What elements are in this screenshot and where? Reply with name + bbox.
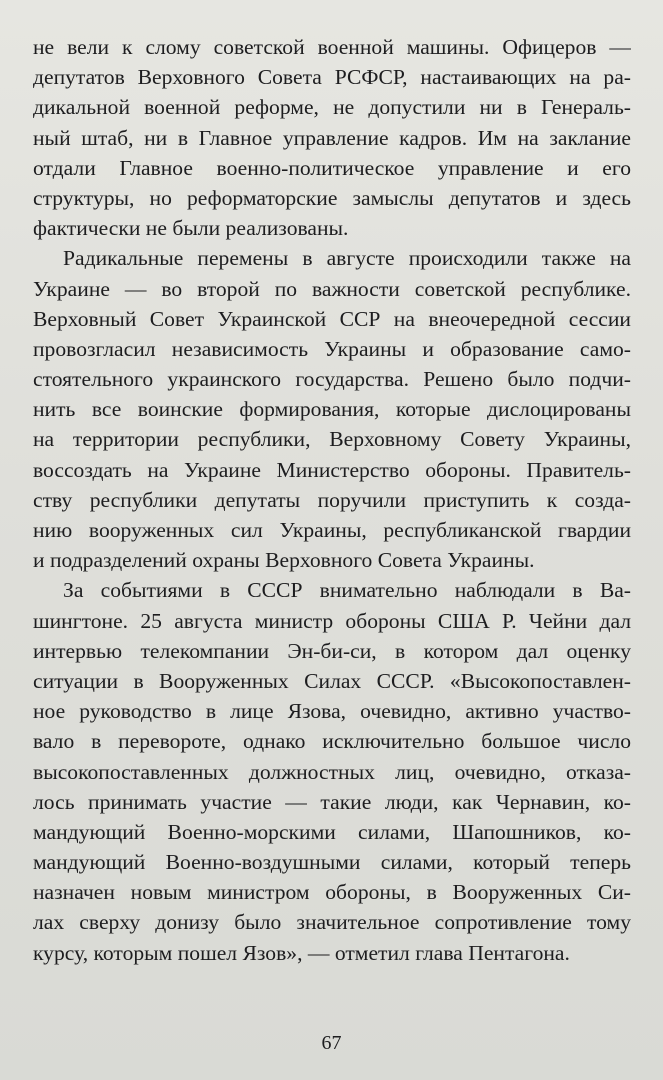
paragraph: [33, 575, 631, 967]
text-line: ситуации в Вооруженных Силах СССР. «Высокопоставлен-: [33, 668, 631, 693]
text-line: шингтоне. 25 августа министр обороны США Р. Чейни дал: [33, 608, 631, 633]
text-line: ное руководство в лице Язова, очевидно, активно участво-: [33, 699, 631, 724]
text-line: За событиями в СССР внимательно наблюдали в Ва-: [63, 578, 631, 603]
text-line: ный штаб, ни в Главное управление кадров. Им на заклание: [33, 125, 631, 150]
text-line: высокопоставленных должностных лиц, очевидно, отказа-: [33, 759, 631, 784]
text-line: дикальной военной реформе, не допустили ни в Генераль-: [33, 95, 631, 120]
text-line: стоятельного украинского государства. Решено было подчи-: [33, 367, 631, 392]
text-line: нить все воинские формирования, которые дислоцированы: [33, 397, 631, 422]
page-number: 67: [321, 1032, 342, 1054]
text-line: интервью телекомпании Эн-би-си, в котором дал оценку: [33, 638, 631, 663]
text-line: отдали Главное военно-политическое управление и его: [33, 155, 631, 180]
text-line: воссоздать на Украине Министерство обороны. Правитель-: [33, 457, 631, 482]
text-line: мандующий Военно-морскими силами, Шапошников, ко-: [33, 819, 631, 844]
text-line: Верховный Совет Украинской ССР на внеочередной сессии: [33, 306, 631, 331]
text-line: лах сверху донизу было значительное сопротивление тому: [33, 910, 631, 935]
paragraph: [33, 243, 631, 575]
text-line: назначен новым министром обороны, в Вооруженных Си-: [33, 880, 631, 905]
text-line: фактически не были реализованы.: [33, 216, 349, 241]
text-line: и подразделений охраны Верховного Совета Украины.: [33, 548, 535, 573]
text-line: депутатов Верховного Совета РСФСР, настаивающих на ра-: [33, 65, 631, 90]
text-line: лось принимать участие — такие люди, как Чернавин, ко-: [33, 789, 631, 814]
text-line: ству республики депутаты поручили приступить к созда-: [33, 487, 631, 512]
paragraph: [33, 32, 631, 243]
page-body-text: [33, 32, 631, 968]
text-line: структуры, но реформаторские замыслы депутатов и здесь: [33, 185, 631, 210]
text-line: на территории республики, Верховному Совету Украины,: [33, 427, 631, 452]
text-line: Радикальные перемены в августе происходили также на: [63, 246, 631, 271]
text-line: мандующий Военно-воздушными силами, который теперь: [33, 850, 631, 875]
text-line: не вели к слому советской военной машины. Офицеров —: [33, 35, 631, 59]
text-line: Украине — во второй по важности советской республике.: [33, 276, 631, 301]
text-line: вало в перевороте, однако исключительно большое число: [33, 729, 631, 754]
text-line: нию вооруженных сил Украины, республиканской гвардии: [33, 518, 631, 542]
text-line: провозгласил независимость Украины и образование само-: [33, 336, 631, 361]
text-line: курсу, которым пошел Язов», — отметил глава Пентагона.: [33, 940, 570, 965]
